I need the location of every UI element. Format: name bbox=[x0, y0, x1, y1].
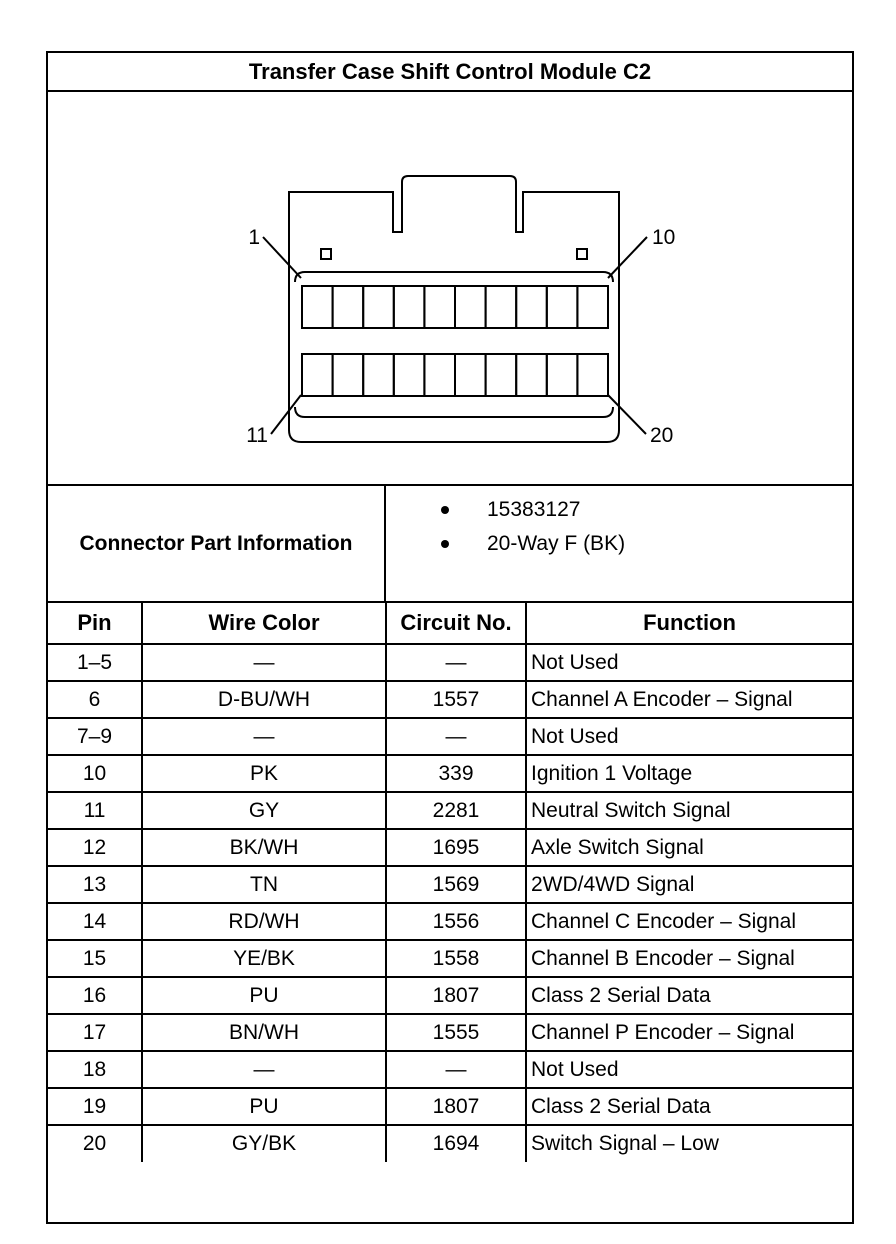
pin-label-20: 20 bbox=[650, 424, 674, 447]
cell-pin: 17 bbox=[48, 1014, 142, 1051]
connector-cavity-top bbox=[394, 286, 425, 328]
cell-circuit: 1807 bbox=[386, 977, 526, 1014]
cell-circuit: 1695 bbox=[386, 829, 526, 866]
cell-pin: 7–9 bbox=[48, 718, 142, 755]
cell-pin: 15 bbox=[48, 940, 142, 977]
cell-pin: 19 bbox=[48, 1088, 142, 1125]
cell-function: Not Used bbox=[526, 718, 852, 755]
connector-cavity-top bbox=[455, 286, 486, 328]
cell-wire-color: PU bbox=[142, 1088, 386, 1125]
cell-circuit: — bbox=[386, 644, 526, 681]
cell-wire-color: — bbox=[142, 718, 386, 755]
cell-wire-color: PK bbox=[142, 755, 386, 792]
cell-function: Channel C Encoder – Signal bbox=[526, 903, 852, 940]
connector-cavity-top bbox=[516, 286, 547, 328]
cell-function: Neutral Switch Signal bbox=[526, 792, 852, 829]
table-header-row bbox=[48, 603, 852, 644]
cell-wire-color: D-BU/WH bbox=[142, 681, 386, 718]
table-row bbox=[48, 903, 852, 940]
cell-circuit: — bbox=[386, 718, 526, 755]
connector-cavity-bottom bbox=[363, 354, 394, 396]
cell-circuit: 2281 bbox=[386, 792, 526, 829]
table-row bbox=[48, 1125, 852, 1162]
connector-cavity-bottom bbox=[486, 354, 517, 396]
table-row bbox=[48, 1051, 852, 1088]
header-function: Function bbox=[526, 603, 852, 644]
connector-cavity-bottom bbox=[516, 354, 547, 396]
cell-function: Class 2 Serial Data bbox=[526, 977, 852, 1014]
cell-function: Ignition 1 Voltage bbox=[526, 755, 852, 792]
sheet-title: Transfer Case Shift Control Module C2 bbox=[48, 53, 852, 92]
pin-label-11: 11 bbox=[246, 424, 268, 447]
cell-pin: 20 bbox=[48, 1125, 142, 1162]
table-row bbox=[48, 644, 852, 681]
cell-function: Channel B Encoder – Signal bbox=[526, 940, 852, 977]
cell-wire-color: YE/BK bbox=[142, 940, 386, 977]
connector-cavity-bottom bbox=[302, 354, 333, 396]
cell-wire-color: BK/WH bbox=[142, 829, 386, 866]
header-wire-color: Wire Color bbox=[142, 603, 386, 644]
cell-function: Channel P Encoder – Signal bbox=[526, 1014, 852, 1051]
connector-cavity-bottom bbox=[333, 354, 364, 396]
cell-circuit: — bbox=[386, 1051, 526, 1088]
bullet-icon bbox=[441, 506, 449, 514]
table-row bbox=[48, 866, 852, 903]
table-row bbox=[48, 940, 852, 977]
table-row bbox=[48, 755, 852, 792]
connector-diagram bbox=[48, 92, 852, 486]
cell-circuit: 1558 bbox=[386, 940, 526, 977]
cell-function: Axle Switch Signal bbox=[526, 829, 852, 866]
table-row bbox=[48, 977, 852, 1014]
connector-cavity-bottom bbox=[455, 354, 486, 396]
cell-wire-color: GY bbox=[142, 792, 386, 829]
cell-function: Channel A Encoder – Signal bbox=[526, 681, 852, 718]
cell-function: Class 2 Serial Data bbox=[526, 1088, 852, 1125]
cell-pin: 6 bbox=[48, 681, 142, 718]
connector-part-information bbox=[48, 486, 852, 603]
cell-function: Not Used bbox=[526, 644, 852, 681]
table-row bbox=[48, 829, 852, 866]
connector-cavity-bottom bbox=[394, 354, 425, 396]
cell-function: 2WD/4WD Signal bbox=[526, 866, 852, 903]
connector-cavity-top bbox=[577, 286, 608, 328]
header-pin: Pin bbox=[48, 603, 142, 644]
cell-pin: 1–5 bbox=[48, 644, 142, 681]
cell-wire-color: — bbox=[142, 1051, 386, 1088]
connector-cavity-bottom bbox=[424, 354, 455, 396]
table-row bbox=[48, 1088, 852, 1125]
connector-cavity-top bbox=[424, 286, 455, 328]
connector-type: 20-Way F (BK) bbox=[441, 532, 625, 556]
table-row bbox=[48, 1014, 852, 1051]
cell-wire-color: GY/BK bbox=[142, 1125, 386, 1162]
cell-pin: 10 bbox=[48, 755, 142, 792]
header-circuit: Circuit No. bbox=[386, 603, 526, 644]
pin-label-1: 1 bbox=[248, 226, 260, 249]
table-row bbox=[48, 792, 852, 829]
connector-cavity-top bbox=[486, 286, 517, 328]
cell-wire-color: RD/WH bbox=[142, 903, 386, 940]
connector-cavity-top bbox=[547, 286, 578, 328]
connector-info-label: Connector Part Information bbox=[48, 486, 386, 601]
cell-pin: 16 bbox=[48, 977, 142, 1014]
connector-face-drawing bbox=[48, 92, 852, 486]
connector-cavity-bottom bbox=[547, 354, 578, 396]
cell-pin: 18 bbox=[48, 1051, 142, 1088]
cell-circuit: 1557 bbox=[386, 681, 526, 718]
cell-pin: 12 bbox=[48, 829, 142, 866]
cell-circuit: 339 bbox=[386, 755, 526, 792]
connector-cavity-top bbox=[333, 286, 364, 328]
cell-circuit: 1555 bbox=[386, 1014, 526, 1051]
cell-function: Not Used bbox=[526, 1051, 852, 1088]
cell-wire-color: TN bbox=[142, 866, 386, 903]
bullet-icon bbox=[441, 540, 449, 548]
connector-cavity-bottom bbox=[577, 354, 608, 396]
table-row bbox=[48, 681, 852, 718]
cell-circuit: 1694 bbox=[386, 1125, 526, 1162]
cell-circuit: 1569 bbox=[386, 866, 526, 903]
connector-part-number: 15383127 bbox=[441, 498, 580, 522]
connector-cavity-top bbox=[363, 286, 394, 328]
cell-pin: 14 bbox=[48, 903, 142, 940]
pinout-table bbox=[48, 603, 852, 1162]
connector-sheet bbox=[46, 51, 854, 1224]
pin-label-10: 10 bbox=[652, 226, 676, 249]
cell-function: Switch Signal – Low bbox=[526, 1125, 852, 1162]
cell-pin: 11 bbox=[48, 792, 142, 829]
cell-pin: 13 bbox=[48, 866, 142, 903]
connector-info-list bbox=[386, 486, 852, 601]
cell-wire-color: — bbox=[142, 644, 386, 681]
cell-wire-color: PU bbox=[142, 977, 386, 1014]
connector-cavity-top bbox=[302, 286, 333, 328]
cell-circuit: 1556 bbox=[386, 903, 526, 940]
cell-circuit: 1807 bbox=[386, 1088, 526, 1125]
table-row bbox=[48, 718, 852, 755]
cell-wire-color: BN/WH bbox=[142, 1014, 386, 1051]
